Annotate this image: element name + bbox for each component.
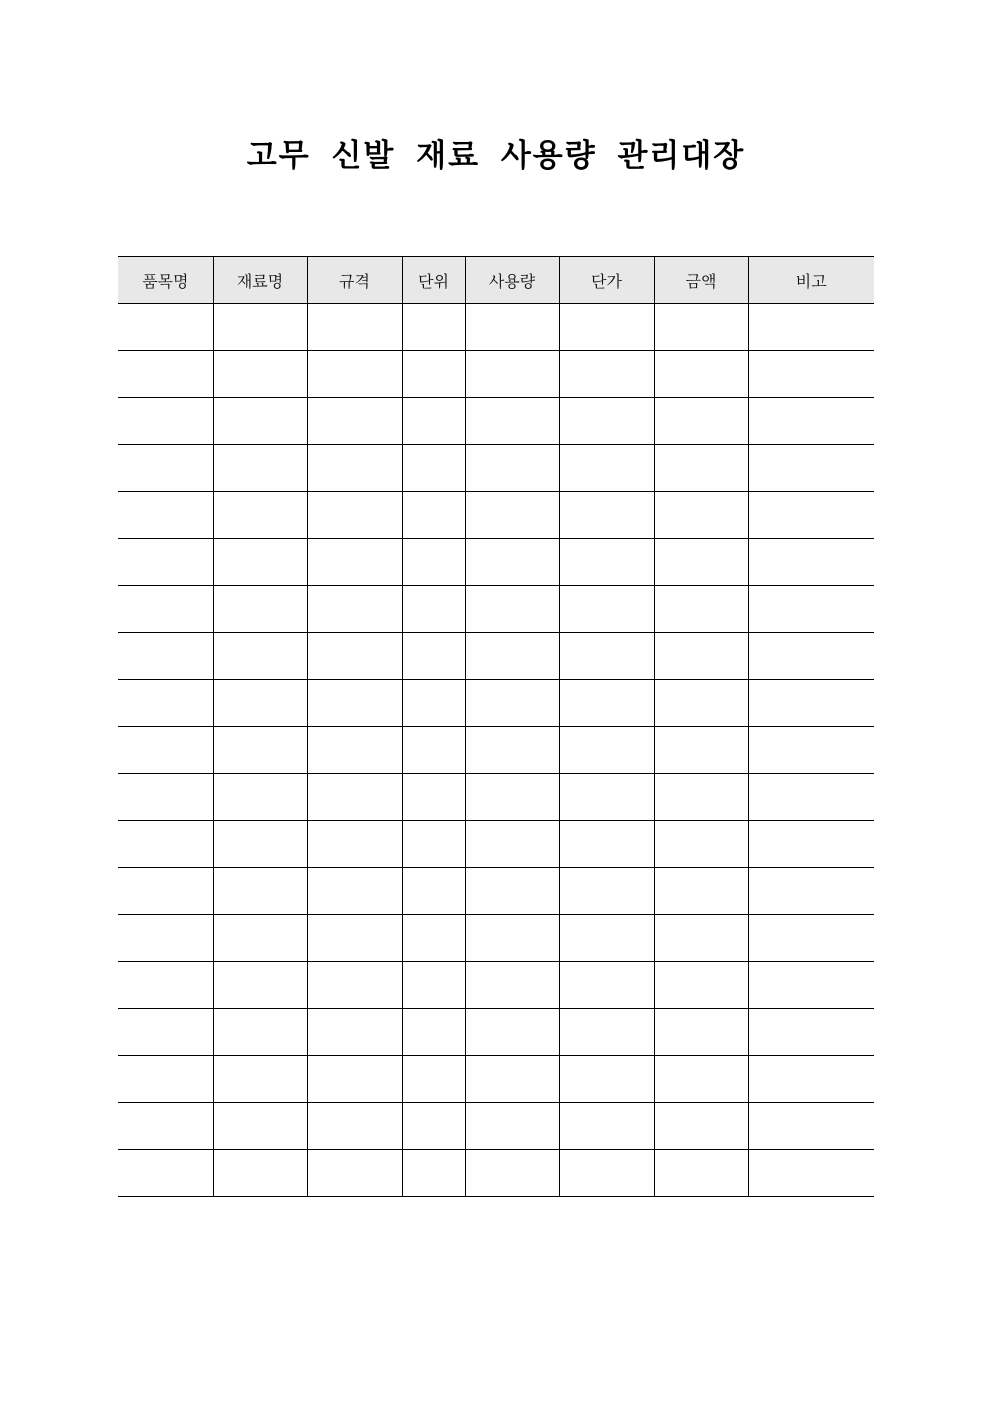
cell-material-name[interactable] [213,727,307,774]
cell-unit-price[interactable] [559,492,654,539]
cell-unit-price[interactable] [559,633,654,680]
cell-material-name[interactable] [213,586,307,633]
cell-unit[interactable] [402,539,465,586]
cell-unit-price[interactable] [559,727,654,774]
cell-material-name[interactable] [213,774,307,821]
header-usage-amount: 사용량 [465,257,559,304]
cell-material-name[interactable] [213,351,307,398]
cell-usage-amount[interactable] [465,727,559,774]
cell-specification[interactable] [307,868,402,915]
cell-specification[interactable] [307,633,402,680]
page-title: 고무 신발 재료 사용량 관리대장 [246,138,746,174]
cell-amount[interactable] [654,821,748,868]
cell-unit-price[interactable] [559,915,654,962]
cell-remarks[interactable] [748,445,874,492]
table-row [118,586,874,633]
cell-specification[interactable] [307,304,402,351]
cell-specification[interactable] [307,586,402,633]
cell-specification[interactable] [307,351,402,398]
cell-unit-price[interactable] [559,680,654,727]
cell-item-name[interactable] [118,633,213,680]
cell-usage-amount[interactable] [465,868,559,915]
cell-unit[interactable] [402,821,465,868]
cell-specification[interactable] [307,539,402,586]
cell-material-name[interactable] [213,398,307,445]
cell-specification[interactable] [307,1056,402,1103]
cell-unit-price[interactable] [559,962,654,1009]
cell-unit[interactable] [402,1056,465,1103]
cell-unit[interactable] [402,398,465,445]
cell-unit[interactable] [402,586,465,633]
header-unit-price: 단가 [559,257,654,304]
cell-usage-amount[interactable] [465,1056,559,1103]
cell-unit[interactable] [402,492,465,539]
cell-unit[interactable] [402,351,465,398]
cell-specification[interactable] [307,727,402,774]
cell-item-name[interactable] [118,398,213,445]
table-row [118,1103,874,1150]
cell-specification[interactable] [307,962,402,1009]
cell-usage-amount[interactable] [465,821,559,868]
table-row [118,868,874,915]
cell-specification[interactable] [307,774,402,821]
cell-unit-price[interactable] [559,445,654,492]
cell-remarks[interactable] [748,680,874,727]
cell-remarks[interactable] [748,398,874,445]
table-row [118,304,874,351]
cell-remarks[interactable] [748,304,874,351]
cell-usage-amount[interactable] [465,633,559,680]
cell-usage-amount[interactable] [465,1103,559,1150]
cell-material-name[interactable] [213,915,307,962]
cell-material-name[interactable] [213,962,307,1009]
table-row [118,398,874,445]
cell-remarks[interactable] [748,586,874,633]
cell-specification[interactable] [307,915,402,962]
cell-usage-amount[interactable] [465,351,559,398]
cell-amount[interactable] [654,868,748,915]
cell-material-name[interactable] [213,1056,307,1103]
cell-amount[interactable] [654,539,748,586]
cell-item-name[interactable] [118,304,213,351]
header-specification: 규격 [307,257,402,304]
cell-unit[interactable] [402,1009,465,1056]
cell-unit[interactable] [402,633,465,680]
table-row [118,962,874,1009]
cell-item-name[interactable] [118,962,213,1009]
cell-remarks[interactable] [748,727,874,774]
header-item-name: 품목명 [118,257,213,304]
table-row [118,821,874,868]
cell-remarks[interactable] [748,821,874,868]
cell-unit-price[interactable] [559,1103,654,1150]
cell-remarks[interactable] [748,774,874,821]
cell-specification[interactable] [307,680,402,727]
cell-amount[interactable] [654,445,748,492]
cell-amount[interactable] [654,1103,748,1150]
header-material-name: 재료명 [213,257,307,304]
cell-material-name[interactable] [213,445,307,492]
cell-amount[interactable] [654,915,748,962]
cell-usage-amount[interactable] [465,445,559,492]
cell-specification[interactable] [307,492,402,539]
cell-specification[interactable] [307,1103,402,1150]
cell-unit-price[interactable] [559,351,654,398]
cell-amount[interactable] [654,398,748,445]
cell-unit[interactable] [402,1150,465,1197]
cell-remarks[interactable] [748,492,874,539]
cell-usage-amount[interactable] [465,492,559,539]
cell-remarks[interactable] [748,1103,874,1150]
table-row [118,680,874,727]
header-amount: 금액 [654,257,748,304]
cell-remarks[interactable] [748,868,874,915]
cell-specification[interactable] [307,1150,402,1197]
cell-amount[interactable] [654,727,748,774]
cell-unit[interactable] [402,445,465,492]
cell-item-name[interactable] [118,492,213,539]
cell-item-name[interactable] [118,445,213,492]
header-unit: 단위 [402,257,465,304]
cell-material-name[interactable] [213,539,307,586]
cell-usage-amount[interactable] [465,586,559,633]
cell-unit[interactable] [402,962,465,1009]
cell-unit[interactable] [402,680,465,727]
cell-specification[interactable] [307,445,402,492]
cell-unit[interactable] [402,1103,465,1150]
cell-amount[interactable] [654,1056,748,1103]
cell-unit-price[interactable] [559,304,654,351]
cell-item-name[interactable] [118,1103,213,1150]
cell-unit-price[interactable] [559,398,654,445]
cell-unit[interactable] [402,727,465,774]
cell-remarks[interactable] [748,1009,874,1056]
cell-item-name[interactable] [118,586,213,633]
cell-item-name[interactable] [118,680,213,727]
cell-unit-price[interactable] [559,539,654,586]
material-usage-table [118,256,874,1197]
table-header-row [118,257,874,304]
cell-material-name[interactable] [213,821,307,868]
cell-material-name[interactable] [213,1009,307,1056]
cell-unit-price[interactable] [559,774,654,821]
cell-unit[interactable] [402,304,465,351]
cell-usage-amount[interactable] [465,1150,559,1197]
cell-remarks[interactable] [748,915,874,962]
cell-usage-amount[interactable] [465,774,559,821]
table-row [118,539,874,586]
table-row [118,445,874,492]
cell-remarks[interactable] [748,633,874,680]
cell-amount[interactable] [654,962,748,1009]
cell-item-name[interactable] [118,1009,213,1056]
table-row [118,1009,874,1056]
cell-amount[interactable] [654,1150,748,1197]
cell-specification[interactable] [307,398,402,445]
cell-remarks[interactable] [748,1056,874,1103]
cell-item-name[interactable] [118,539,213,586]
cell-usage-amount[interactable] [465,680,559,727]
cell-amount[interactable] [654,304,748,351]
cell-item-name[interactable] [118,1150,213,1197]
cell-item-name[interactable] [118,915,213,962]
cell-item-name[interactable] [118,821,213,868]
cell-item-name[interactable] [118,727,213,774]
cell-material-name[interactable] [213,633,307,680]
cell-usage-amount[interactable] [465,398,559,445]
table-row [118,915,874,962]
cell-amount[interactable] [654,680,748,727]
table-row [118,633,874,680]
cell-unit-price[interactable] [559,821,654,868]
cell-amount[interactable] [654,774,748,821]
cell-usage-amount[interactable] [465,304,559,351]
cell-item-name[interactable] [118,868,213,915]
cell-unit-price[interactable] [559,1056,654,1103]
table-row [118,727,874,774]
cell-unit-price[interactable] [559,586,654,633]
cell-unit-price[interactable] [559,1150,654,1197]
cell-item-name[interactable] [118,1056,213,1103]
cell-material-name[interactable] [213,1103,307,1150]
cell-unit[interactable] [402,868,465,915]
cell-usage-amount[interactable] [465,539,559,586]
cell-amount[interactable] [654,492,748,539]
table-row [118,351,874,398]
cell-remarks[interactable] [748,962,874,1009]
cell-usage-amount[interactable] [465,915,559,962]
cell-material-name[interactable] [213,680,307,727]
cell-material-name[interactable] [213,304,307,351]
cell-unit[interactable] [402,915,465,962]
cell-amount[interactable] [654,633,748,680]
cell-remarks[interactable] [748,351,874,398]
table-row [118,1150,874,1197]
table-row [118,1056,874,1103]
cell-unit-price[interactable] [559,868,654,915]
cell-unit-price[interactable] [559,1009,654,1056]
cell-unit[interactable] [402,774,465,821]
table-body [118,304,874,1197]
cell-remarks[interactable] [748,539,874,586]
cell-usage-amount[interactable] [465,1009,559,1056]
header-remarks: 비고 [748,257,874,304]
cell-specification[interactable] [307,1009,402,1056]
table-row [118,774,874,821]
cell-material-name[interactable] [213,1150,307,1197]
table-row [118,492,874,539]
cell-material-name[interactable] [213,868,307,915]
cell-item-name[interactable] [118,351,213,398]
cell-amount[interactable] [654,351,748,398]
cell-remarks[interactable] [748,1150,874,1197]
cell-amount[interactable] [654,586,748,633]
cell-usage-amount[interactable] [465,962,559,1009]
cell-specification[interactable] [307,821,402,868]
cell-material-name[interactable] [213,492,307,539]
cell-amount[interactable] [654,1009,748,1056]
cell-item-name[interactable] [118,774,213,821]
